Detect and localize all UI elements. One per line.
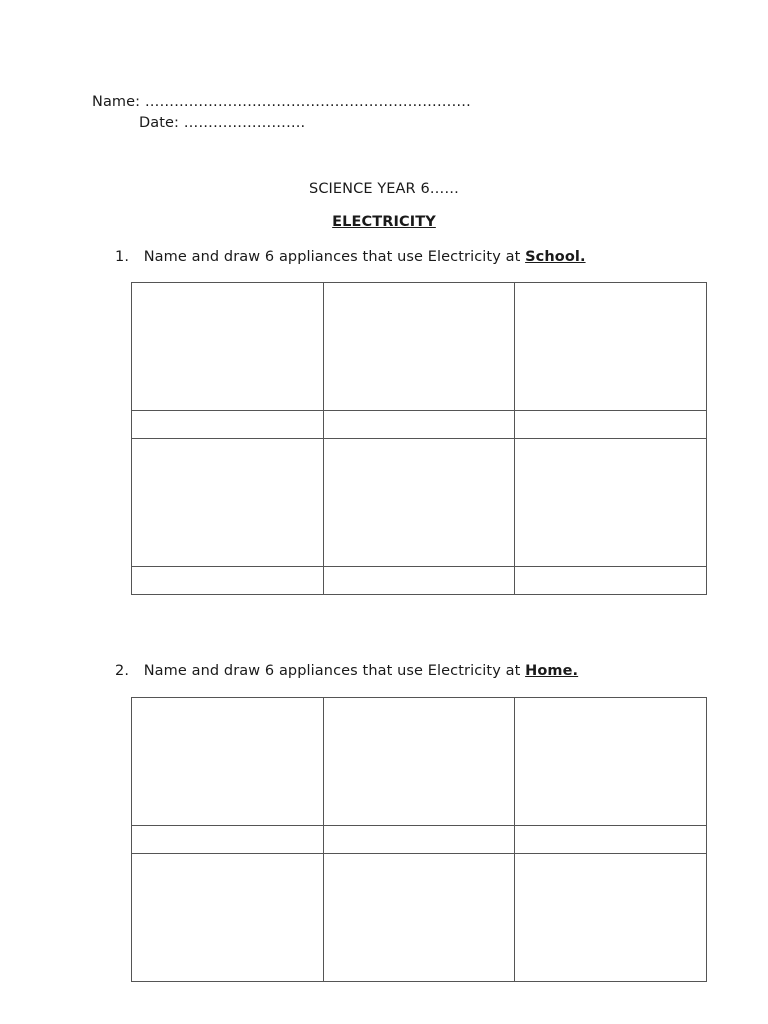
- drawing-box[interactable]: [515, 283, 707, 411]
- drawing-box[interactable]: [323, 698, 515, 826]
- question-2-place: Home.: [525, 663, 579, 679]
- name-box[interactable]: [323, 411, 515, 439]
- drawing-row: [132, 854, 707, 982]
- question-1-number: 1.: [115, 249, 130, 265]
- question-1-prompt: Name and draw 6 appliances that use Electricity at: [143, 249, 521, 265]
- school-appliances-grid: [131, 282, 707, 595]
- question-1: [115, 248, 586, 266]
- question-2: [115, 662, 578, 680]
- drawing-box[interactable]: [132, 283, 324, 411]
- name-box[interactable]: [323, 826, 515, 854]
- drawing-box[interactable]: [515, 439, 707, 567]
- name-box[interactable]: [515, 567, 707, 595]
- drawing-box[interactable]: [132, 698, 324, 826]
- label-row: [132, 567, 707, 595]
- name-box[interactable]: [323, 567, 515, 595]
- drawing-row: [132, 439, 707, 567]
- drawing-box[interactable]: [323, 854, 515, 982]
- drawing-box[interactable]: [132, 854, 324, 982]
- question-2-prompt: Name and draw 6 appliances that use Electricity at: [143, 663, 521, 679]
- drawing-box[interactable]: [132, 439, 324, 567]
- date-field-label: Date: …………………….: [139, 115, 306, 131]
- name-box[interactable]: [132, 567, 324, 595]
- label-row: [132, 826, 707, 854]
- drawing-box[interactable]: [323, 439, 515, 567]
- subject-heading: SCIENCE YEAR 6……: [309, 181, 459, 197]
- label-row: [132, 411, 707, 439]
- name-field-label: Name: ………………………………………………………….: [92, 94, 471, 110]
- page-title: ELECTRICITY: [332, 214, 436, 230]
- name-box[interactable]: [132, 411, 324, 439]
- name-box[interactable]: [515, 411, 707, 439]
- drawing-row: [132, 698, 707, 826]
- drawing-box[interactable]: [323, 283, 515, 411]
- drawing-box[interactable]: [515, 854, 707, 982]
- question-1-place: School.: [525, 249, 586, 265]
- drawing-row: [132, 283, 707, 411]
- drawing-box[interactable]: [515, 698, 707, 826]
- question-2-number: 2.: [115, 663, 130, 679]
- home-appliances-grid: [131, 697, 707, 982]
- name-box[interactable]: [132, 826, 324, 854]
- name-box[interactable]: [515, 826, 707, 854]
